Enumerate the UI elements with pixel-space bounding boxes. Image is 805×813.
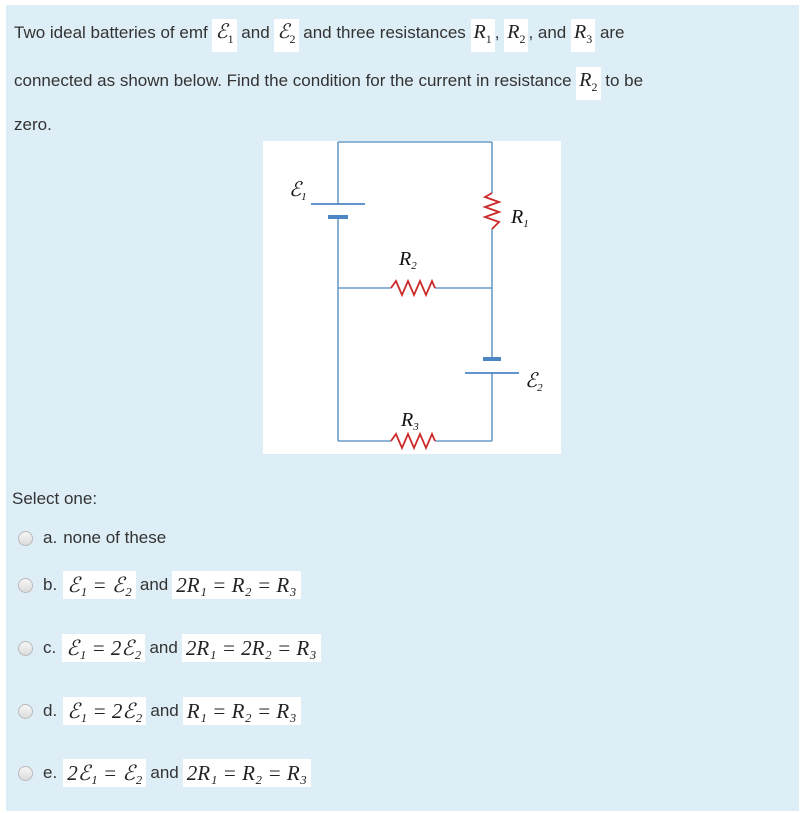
- radio-button[interactable]: [18, 704, 33, 719]
- question-line-2: [14, 67, 643, 100]
- label-r2: $R_2$: [399, 248, 417, 272]
- label-e1: ℰ$_1$: [289, 179, 307, 203]
- label-r1: $R_1$: [511, 206, 529, 230]
- option-math-left: ℰ₁ = 2ℰ₂: [63, 697, 146, 725]
- select-one-label: Select one:: [12, 489, 98, 508]
- math-r2: $R_2$: [504, 19, 528, 52]
- option-letter: b.: [43, 575, 58, 594]
- option-connector: and: [139, 575, 169, 594]
- option-b[interactable]: [18, 571, 301, 599]
- option-d[interactable]: [18, 697, 301, 725]
- label-e2: ℰ$_2$: [525, 370, 543, 394]
- option-connector: and: [150, 763, 179, 782]
- question-line-3: zero.: [14, 115, 52, 134]
- circuit-figure: [263, 141, 561, 454]
- option-a[interactable]: [18, 528, 166, 548]
- option-connector: and: [150, 701, 179, 720]
- question-text: to be: [605, 71, 644, 90]
- option-math-left: 2ℰ₁ = ℰ₂: [63, 759, 146, 787]
- option-letter: c.: [43, 638, 57, 657]
- option-e[interactable]: [18, 759, 311, 787]
- option-math-right: 2R₁ = R₂ = R₃: [172, 571, 300, 599]
- question-text: connected as shown below. Find the condition for the current in resistance: [14, 71, 572, 90]
- math-r1: $R_1$: [471, 19, 495, 52]
- battery-e1-symbol: [311, 204, 365, 217]
- math-e1: ℰ$_1$: [212, 19, 236, 52]
- question-line-1: Two ideal batteries of emf ℰ$_1$ and ℰ$_2$ and three resistances $R_1$ , $R_2$ , and $R_3$ are: [14, 19, 625, 52]
- math-r2: $R_2$: [576, 67, 600, 100]
- battery-e2-symbol: [465, 359, 519, 373]
- option-letter: e.: [43, 763, 58, 782]
- resistor-r2-symbol: [391, 281, 435, 295]
- circuit-diagram: [263, 141, 561, 454]
- option-math-right: 2R₁ = 2R₂ = R₃: [182, 634, 321, 662]
- option-c[interactable]: [18, 634, 321, 662]
- question-text: Two ideal batteries of emf: [14, 23, 208, 42]
- resistor-r3-symbol: [391, 434, 435, 448]
- option-text: none of these: [63, 528, 167, 547]
- radio-button[interactable]: [18, 531, 33, 546]
- math-r3: $R_3$: [571, 19, 595, 52]
- radio-button[interactable]: [18, 641, 33, 656]
- math-e2: ℰ$_2$: [274, 19, 298, 52]
- label-r3: $R_3$: [401, 409, 419, 433]
- option-math-left: ℰ₁ = 2ℰ₂: [62, 634, 145, 662]
- question-text: are: [599, 23, 625, 42]
- radio-button[interactable]: [18, 766, 33, 781]
- question-text: and: [241, 23, 270, 42]
- option-math-right: R₁ = R₂ = R₃: [183, 697, 301, 725]
- option-connector: and: [149, 638, 178, 657]
- option-math-right: 2R₁ = R₂ = R₃: [183, 759, 311, 787]
- option-letter: a.: [43, 528, 58, 547]
- radio-button[interactable]: [18, 578, 33, 593]
- option-math-left: ℰ₁ = ℰ₂: [63, 571, 136, 599]
- option-letter: d.: [43, 701, 58, 720]
- resistor-r1-symbol: [485, 193, 499, 229]
- question-text: and three resistances: [303, 23, 466, 42]
